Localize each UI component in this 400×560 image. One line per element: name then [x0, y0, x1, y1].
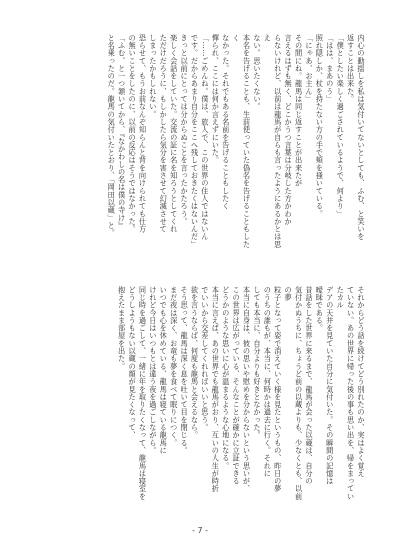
- page-number: - 7 -: [192, 526, 208, 535]
- upper-text-block: 内心の動揺しを私は気付いてないとしても、ふむ、と笑いを 返すことは出来た。 「僕としたい楽しく過ごされているようで、何より」 「はは、まあのう」 照れ隠しか、杖を持たない方の手で頬を掻いている。 「にゃあ、お主ん」 その間にね。龍馬は同じ返すことが出来たが 言えるはずも無く、どこかうつ言葉は分岐した方かわか らないけれど、以前は龍馬が自らも言ったようにあるかとは思え ない。思いたくない。 本名を告げることも、生前使っていた偽名を告げることもしたく なかった。それでもある名前を告げることもしたく 憚られ、ここには何か言えずにいた。 「……ごめんね。僕は、旅人で、この世界の住人ではないん です。だからあまり自分をここへ残しておきたくはないんだ」 きっと以前にとっては分からぬことを言ったかたろう。 楽しく会話をしていた。交流の証に名を知ろうとしてくれ ただけだろうに、もしかしたら気分を害させて幻滅させて しまったかもしれない。 恐らせて、もうお前なんぞ知らんと背を向けられても仕方 の無いことをしたのに、以前の反応はそうではなかった。 「ふむ、と一つ頷いてから、『なかわしの名は僕の寺け』 と名乗ったのだ。龍馬の気付いたとおり、「岡田以蔵」と。: [107, 34, 366, 249]
- lower-text-block: それからどう話を続けてどう別れたのか、実はよく覚え ていない。あの世界に帰った後の事も思い出を、帰をまっていたカル デアの天井を見ていた自分に気付いた。その瞬間の記憶は 曖昧である。 昔話をした世界に来るまで、龍馬が会った以蔵は、自分の 気付かぬうちに、ちょうど前の以蔵よりも、少なくとも、以前の夢 粒子となって姿で消えていく様を見たというもの、昨日の夢 のうちの誰もが、本当に、何時かは過去に行く。それに しても本当に、自分よりも好きとなかった。 本当に自身は、彼の思いや慰めを分からないという思いが、 この世界は広がっている、そんなことが確かに立証できる どうかのような思いに心が温まるような心地になる。 本当に言えば、あの世界でも龍馬がおり、互いの人生が時折 でいいから交差してくれればいいと思う。 欲を言うならば、何度も龍馬と会えるなら。 そう思って、龍馬は深く息を吐いて目を閉じる。 まだ夜は深く、お竜も夢を食べて眠りにつく。 いつでも心を休めている、龍馬は寝ている龍馬に けれど今日はいつもとは違う夜を過ごしながら。 同じ時を過ごして、一緒に年を取りたくなって、龍馬は寝室を どうしようもない以蔵の顔が見たくなって、 抱えたまま部屋を出た。: [117, 286, 366, 501]
